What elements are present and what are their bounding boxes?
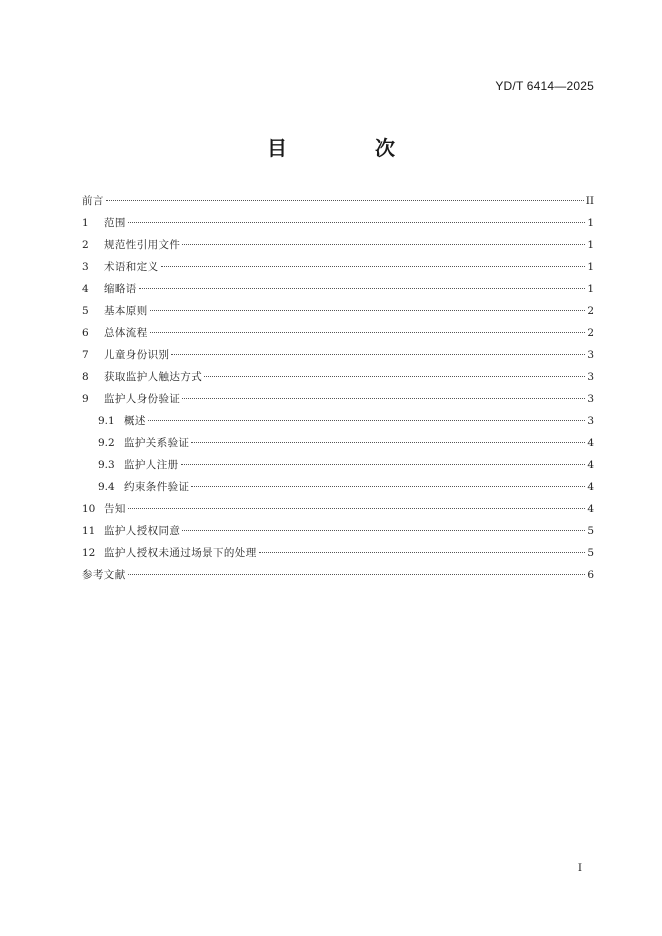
toc-entry-number: 9.1 <box>98 415 115 427</box>
toc-dot-leader <box>182 244 585 245</box>
toc-entry[interactable] <box>82 388 594 410</box>
toc-entry-number: 2 <box>82 239 89 251</box>
toc-subentry[interactable] <box>82 454 594 476</box>
toc-entry-page: 1 <box>587 283 594 295</box>
toc-subentry[interactable] <box>82 476 594 498</box>
toc-entry-page: 3 <box>587 393 594 405</box>
toc-dot-leader <box>139 288 586 289</box>
toc-dot-leader <box>182 398 585 399</box>
toc-entry-label: 范围 <box>104 217 126 229</box>
toc-entry[interactable] <box>82 498 594 520</box>
toc-entry-label: 监护人授权未通过场景下的处理 <box>104 547 257 559</box>
toc-entry-label: 约束条件验证 <box>124 481 190 493</box>
toc-entry-page: 5 <box>587 547 594 559</box>
toc-entry-label: 监护人身份验证 <box>104 393 181 405</box>
toc-entry-number: 4 <box>82 283 89 295</box>
toc-entry-page: 3 <box>587 415 594 427</box>
toc-entry[interactable] <box>82 190 594 212</box>
toc-dot-leader <box>191 486 585 487</box>
toc-entry-number: 9.3 <box>98 459 115 471</box>
toc-entry-label: 获取监护人触达方式 <box>104 371 203 383</box>
toc-entry[interactable] <box>82 366 594 388</box>
toc-entry-page: 4 <box>587 503 594 515</box>
toc-entry-label: 监护人授权同意 <box>104 525 181 537</box>
toc-dot-leader <box>182 530 585 531</box>
toc-entry[interactable] <box>82 234 594 256</box>
toc-entry[interactable] <box>82 300 594 322</box>
toc-entry-page: 4 <box>587 459 594 471</box>
toc-dot-leader <box>106 200 584 201</box>
toc-dot-leader <box>128 508 586 509</box>
toc-entry-label: 前言 <box>82 195 104 207</box>
toc-entry-page: 3 <box>587 349 594 361</box>
toc-dot-leader <box>150 310 586 311</box>
toc-entry-page: 1 <box>587 261 594 273</box>
toc-entry-number: 5 <box>82 305 89 317</box>
toc-entry-label: 参考文献 <box>82 569 126 581</box>
page-number: I <box>577 862 582 874</box>
toc-entry[interactable] <box>82 278 594 300</box>
toc-entry-number: 6 <box>82 327 89 339</box>
toc-entry-page: 6 <box>587 569 594 581</box>
document-code: YD/T 6414—2025 <box>495 79 594 93</box>
toc-entry-label: 告知 <box>104 503 126 515</box>
toc-entry-label: 规范性引用文件 <box>104 239 181 251</box>
toc-entry[interactable] <box>82 212 594 234</box>
toc-entry-page: 1 <box>587 217 594 229</box>
toc-entry-label: 总体流程 <box>104 327 148 339</box>
toc-entry-number: 8 <box>82 371 89 383</box>
toc-dot-leader <box>259 552 586 553</box>
toc-dot-leader <box>204 376 585 377</box>
toc-entry-number: 12 <box>82 547 96 559</box>
toc-entry-page: 4 <box>587 481 594 493</box>
toc-dot-leader <box>150 332 586 333</box>
toc-entry-number: 10 <box>82 503 96 515</box>
toc-entry[interactable] <box>82 520 594 542</box>
toc-entry-page: 5 <box>587 525 594 537</box>
toc-entry-label: 儿童身份识别 <box>104 349 170 361</box>
toc-entry[interactable] <box>82 564 594 586</box>
toc-dot-leader <box>181 464 586 465</box>
toc-entry-page: II <box>585 195 594 207</box>
toc-subentry[interactable] <box>82 410 594 432</box>
toc-entry-number: 9.2 <box>98 437 115 449</box>
toc-entry-page: 2 <box>587 327 594 339</box>
toc-entry-label: 缩略语 <box>104 283 137 295</box>
toc-entry-number: 7 <box>82 349 89 361</box>
toc-entry-label: 监护关系验证 <box>124 437 190 449</box>
toc-entry-label: 术语和定义 <box>104 261 159 273</box>
toc-dot-leader <box>128 574 586 575</box>
toc-entry-number: 9.4 <box>98 481 115 493</box>
toc-dot-leader <box>128 222 586 223</box>
table-of-contents <box>82 190 594 586</box>
toc-entry[interactable] <box>82 542 594 564</box>
toc-title: 目 次 <box>267 136 429 160</box>
toc-entry-label: 监护人注册 <box>124 459 179 471</box>
toc-entry[interactable] <box>82 322 594 344</box>
toc-entry-number: 9 <box>82 393 89 405</box>
toc-dot-leader <box>191 442 585 443</box>
toc-entry[interactable] <box>82 256 594 278</box>
toc-entry-page: 3 <box>587 371 594 383</box>
toc-dot-leader <box>161 266 586 267</box>
toc-entry[interactable] <box>82 344 594 366</box>
toc-entry-page: 1 <box>587 239 594 251</box>
toc-entry-page: 2 <box>587 305 594 317</box>
toc-entry-number: 11 <box>82 525 96 537</box>
toc-entry-number: 3 <box>82 261 89 273</box>
toc-entry-label: 概述 <box>124 415 146 427</box>
toc-entry-label: 基本原则 <box>104 305 148 317</box>
toc-subentry[interactable] <box>82 432 594 454</box>
toc-dot-leader <box>171 354 585 355</box>
toc-entry-page: 4 <box>587 437 594 449</box>
toc-dot-leader <box>148 420 586 421</box>
toc-entry-number: 1 <box>82 217 89 229</box>
